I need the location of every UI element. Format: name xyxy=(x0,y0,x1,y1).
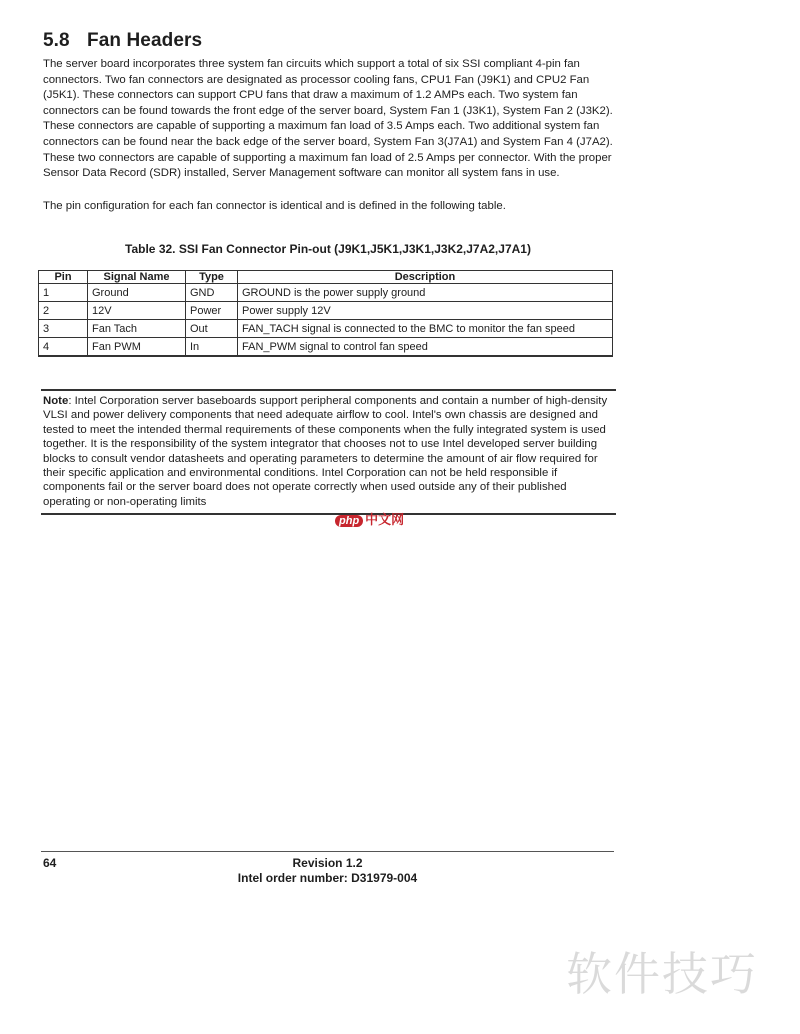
cell-type: In xyxy=(186,338,238,357)
cell-type: Power xyxy=(186,302,238,320)
cell-signal-name: 12V xyxy=(88,302,186,320)
cell-type: Out xyxy=(186,320,238,338)
header-pin: Pin xyxy=(39,271,88,284)
section-heading xyxy=(43,30,202,52)
footer-info xyxy=(200,856,455,886)
cell-description: FAN_TACH signal is connected to the BMC to monitor the fan speed xyxy=(238,320,613,338)
table-row xyxy=(39,338,613,357)
header-type: Type xyxy=(186,271,238,284)
fan-pinout-table xyxy=(38,270,613,357)
cell-signal-name: Fan PWM xyxy=(88,338,186,357)
cell-description: FAN_PWM signal to control fan speed xyxy=(238,338,613,357)
cell-pin: 3 xyxy=(39,320,88,338)
logo-badge: php xyxy=(335,515,363,527)
section-title: Fan Headers xyxy=(87,30,203,51)
cell-type: GND xyxy=(186,284,238,302)
cell-pin: 4 xyxy=(39,338,88,357)
cell-description: Power supply 12V xyxy=(238,302,613,320)
table-row xyxy=(39,302,613,320)
footer-revision: Revision 1.2 xyxy=(292,856,363,870)
note-label: Note xyxy=(43,395,69,407)
watermark: 软件技巧 xyxy=(566,947,758,1001)
footer-divider xyxy=(41,851,614,852)
table-header-row xyxy=(39,271,613,284)
header-signal-name: Signal Name xyxy=(88,271,186,284)
table-caption: Table 32. SSI Fan Connector Pin-out (J9K1,J5K1,J3K1,J3K2,J7A2,J7A1) xyxy=(125,242,531,256)
pin-configuration-sentence: The pin configuration for each fan connector is identical and is defined in the following table. xyxy=(43,200,506,212)
footer-order-number: Intel order number: D31979-004 xyxy=(237,871,418,885)
site-logo[interactable] xyxy=(335,509,404,528)
cell-description: GROUND is the power supply ground xyxy=(238,284,613,302)
table-row xyxy=(39,284,613,302)
page-number: 64 xyxy=(43,856,57,870)
note-box xyxy=(41,389,616,515)
cell-signal-name: Fan Tach xyxy=(88,320,186,338)
note-text: : Intel Corporation server baseboards support peripheral components and contain a number of high-density VLSI and power delivery components that need adequate airflow to cool. Intel's own chassis are designed and tested to meet the intended thermal requirements of these components when the fully integrated system is used together. It is the responsibility of the system integrator that chooses not to use Intel developed server building blocks to consult vendor datasheets and operating parameters to determine the amount of air flow required for their specific application and environmental conditions. Intel Corporation can not be held responsible if components fail or the server board does not operate correctly when used outside any of their published operating or non-operating limits xyxy=(43,395,608,508)
section-number: 5.8 xyxy=(43,30,70,51)
header-description: Description xyxy=(238,271,613,284)
cell-pin: 2 xyxy=(39,302,88,320)
cell-pin: 1 xyxy=(39,284,88,302)
logo-site-name: 中文网 xyxy=(365,512,405,527)
table-row xyxy=(39,320,613,338)
intro-paragraph: The server board incorporates three system fan circuits which support a total of six SSI compliant 4-pin fan connectors. Two fan connectors are designated as processor cooling fans, CPU1 Fan (J9K1) and CPU2 Fan (J5K1). These connectors can support CPU fans that draw a maximum of 1.2 AMPs each. Two system fan connectors can be found towards the front edge of the server board, System Fan 1 (J3K1), System Fan 2 (J3K2). These connectors are capable of supporting a maximum fan load of 3.5 Amps each. Two additional system fan connectors can be found near the back edge of the server board, System Fan 3(J7A1) and System Fan 4 (J7A2). These two connectors are capable of supporting a maximum fan load of 2.5 Amps per connector. With the proper Sensor Data Record (SDR) installed, Server Management software can monitor all system fans in use. xyxy=(43,58,613,180)
cell-signal-name: Ground xyxy=(88,284,186,302)
